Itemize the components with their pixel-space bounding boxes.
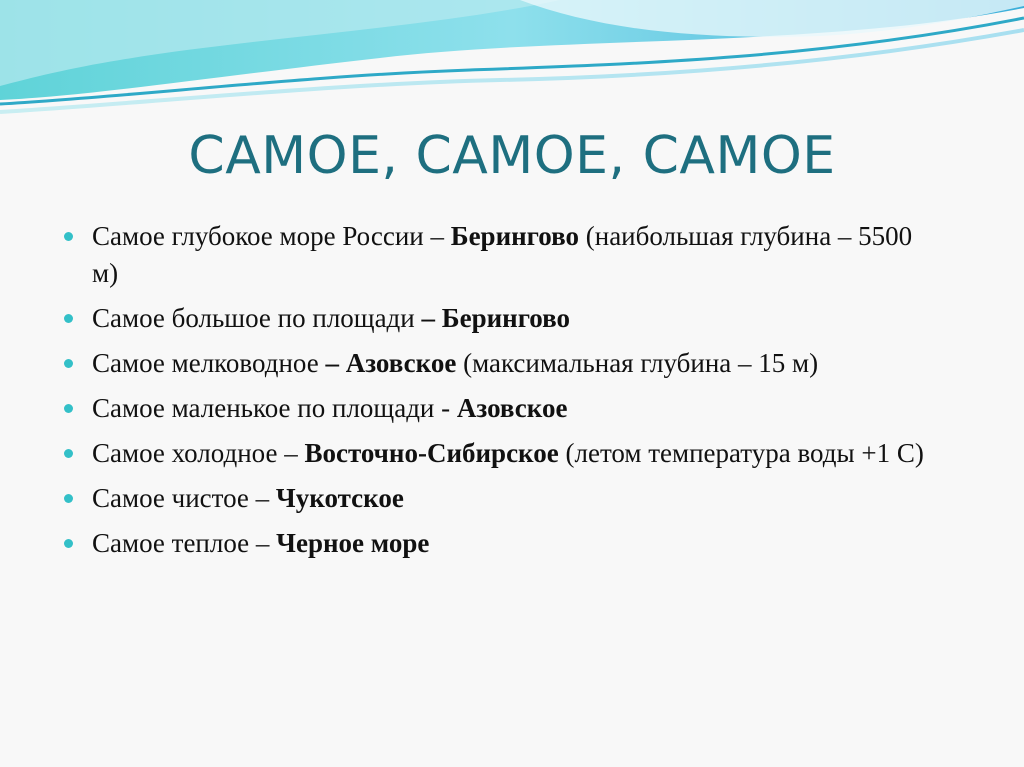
item-text: Самое мелководное: [92, 348, 326, 378]
item-text: Самое маленькое по площади -: [92, 393, 457, 423]
list-item: [64, 390, 944, 427]
bullet-dot-icon: [64, 539, 73, 548]
item-highlight: Азовское: [456, 393, 568, 423]
item-highlight: Берингово: [450, 221, 579, 251]
item-note: (максимальная глубина – 15 м): [456, 348, 819, 378]
bullet-dot-icon: [64, 449, 73, 458]
slide-title: САМОЕ, САМОЕ, САМОЕ: [188, 126, 836, 186]
item-text: Самое холодное –: [92, 438, 305, 468]
bullet-dot-icon: [64, 404, 73, 413]
item-highlight: – Берингово: [421, 303, 571, 333]
bullet-list: [64, 218, 944, 570]
list-item: [64, 525, 944, 562]
item-highlight: Восточно-Сибирское: [304, 438, 559, 468]
item-text: Самое большое по площади: [92, 303, 422, 333]
item-note: (летом температура воды +1 С): [558, 438, 924, 468]
bullet-dot-icon: [64, 314, 73, 323]
list-item: [64, 435, 944, 472]
item-text: Самое чистое –: [92, 483, 276, 513]
bullet-dot-icon: [64, 494, 73, 503]
bullet-dot-icon: [64, 359, 73, 368]
list-item: [64, 345, 944, 382]
item-highlight: Черное море: [276, 528, 430, 558]
item-highlight: – Азовское: [325, 348, 457, 378]
list-item: [64, 300, 944, 337]
item-highlight: Чукотское: [275, 483, 404, 513]
list-item: [64, 218, 944, 292]
wave-header-decoration: [0, 0, 1024, 140]
item-text: Самое глубокое море России –: [92, 221, 451, 251]
bullet-dot-icon: [64, 232, 73, 241]
item-text: Самое теплое –: [92, 528, 277, 558]
item-note: (наибольшая глубина – 5500 м): [92, 221, 913, 288]
list-item: [64, 480, 944, 517]
